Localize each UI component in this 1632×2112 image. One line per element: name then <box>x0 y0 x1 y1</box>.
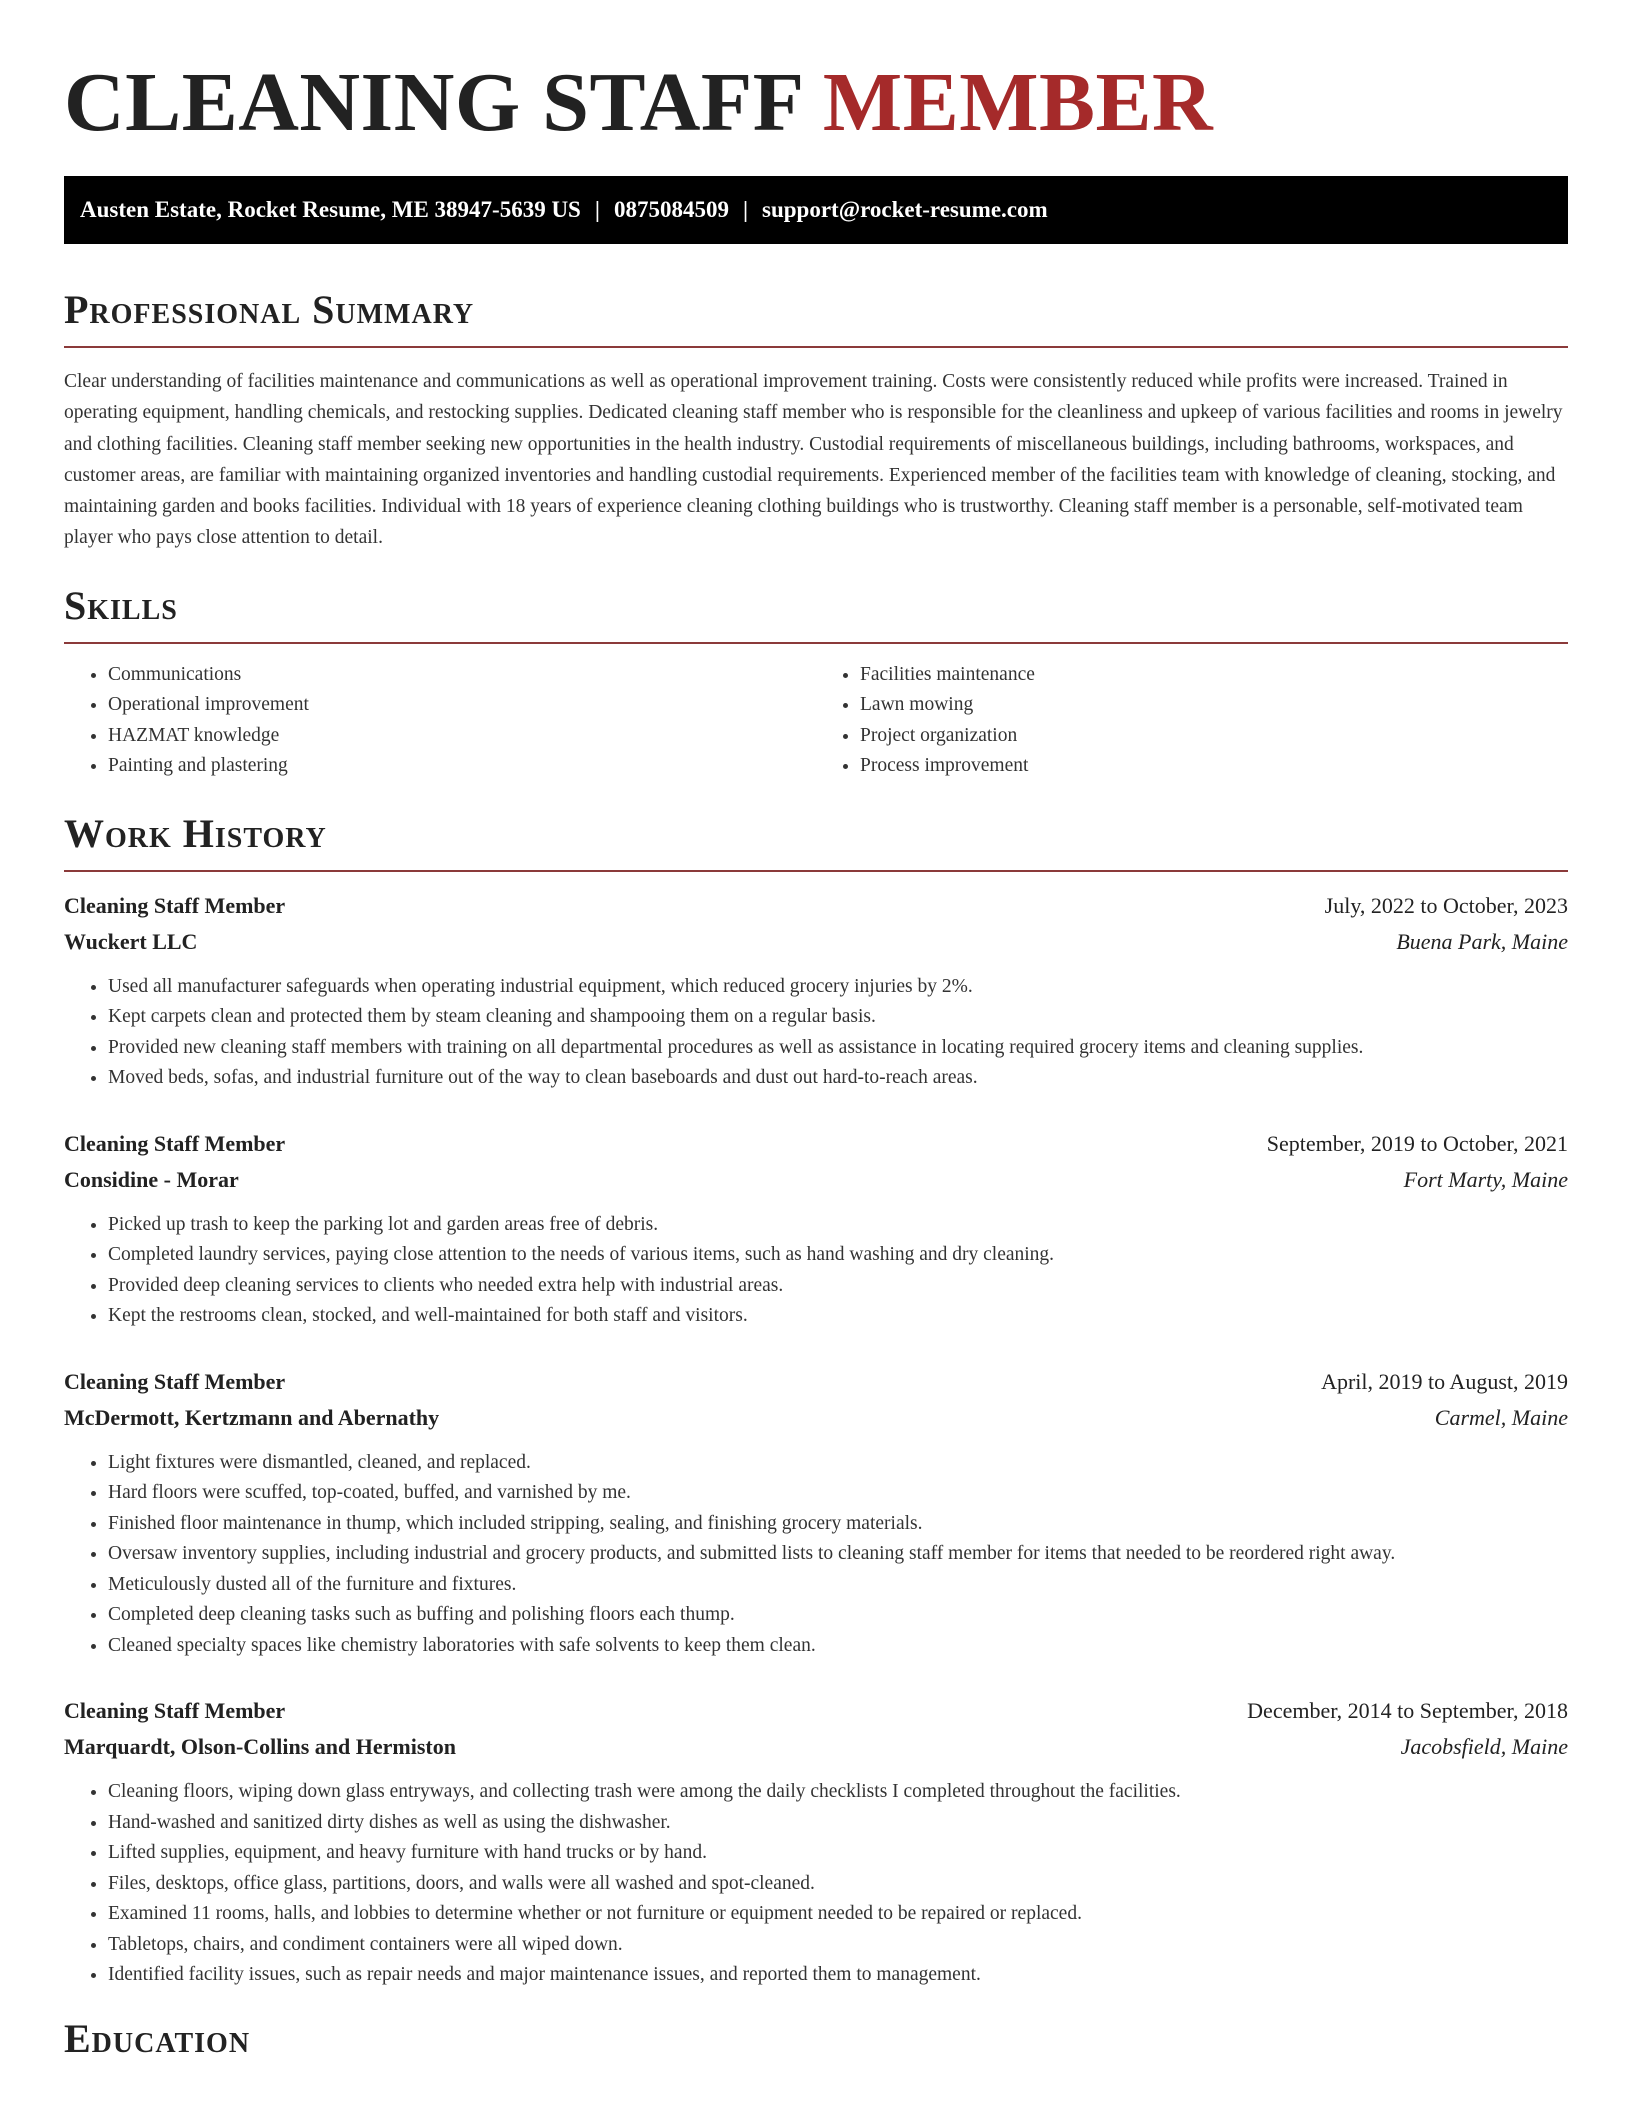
job-bullet: • Light fixtures were dismantled, cleaned, and replaced. <box>108 1448 1568 1479</box>
job-bullet: • Files, desktops, office glass, partitions, doors, and walls were all washed and spot-cleaned. <box>108 1869 1568 1900</box>
job-title: Cleaning Staff Member <box>64 1698 286 1724</box>
summary-heading: Professional Summary <box>64 287 475 332</box>
job-bullet: • Cleaned specialty spaces like chemistry laboratories with safe solvents to keep them clean. <box>108 1631 1568 1662</box>
job-bullet: • Used all manufacturer safeguards when operating industrial equipment, which reduced grocery injuries by 2%. <box>108 972 1568 1003</box>
job-location: Buena Park, Maine <box>1396 928 1568 954</box>
name-accent: MEMBER <box>822 56 1214 149</box>
resume-page <box>64 0 1568 2061</box>
job-entry <box>64 1693 1568 1991</box>
job-dates: December, 2014 to September, 2018 <box>1247 1698 1568 1724</box>
job-bullet: • Moved beds, sofas, and industrial furniture out of the way to clean baseboards and dust out hard-to-reach areas. <box>108 1063 1568 1094</box>
job-bullet: • Hand-washed and sanitized dirty dishes as well as using the dishwasher. <box>108 1808 1568 1839</box>
job-bullet: • Completed laundry services, paying close attention to the needs of various items, such as hand washing and dry cleaning. <box>108 1240 1568 1271</box>
skill-item: • Painting and plastering <box>108 751 816 782</box>
skills-list <box>64 660 1568 782</box>
skill-item: • Lawn mowing <box>860 690 1568 721</box>
job-bullet: • Finished floor maintenance in thump, which included stripping, sealing, and finishing grocery materials. <box>108 1509 1568 1540</box>
skill-item: • Operational improvement <box>108 690 816 721</box>
contact-separator: | <box>742 197 749 222</box>
job-subheader <box>64 1729 1568 1765</box>
job-bullet: • Lifted supplies, equipment, and heavy furniture with hand trucks or by hand. <box>108 1838 1568 1869</box>
job-bullets <box>64 972 1568 1094</box>
section-divider <box>64 870 1568 872</box>
skill-item: • Project organization <box>860 721 1568 752</box>
job-header <box>64 888 1568 924</box>
job-dates: April, 2019 to August, 2019 <box>1321 1368 1568 1394</box>
job-bullet: • Identified facility issues, such as repair needs and major maintenance issues, and reported them to management. <box>108 1960 1568 1991</box>
job-header <box>64 1364 1568 1400</box>
job-title: Cleaning Staff Member <box>64 1368 286 1394</box>
skill-item: • Facilities maintenance <box>860 660 1568 691</box>
job-dates: September, 2019 to October, 2021 <box>1266 1130 1568 1156</box>
job-subheader <box>64 1162 1568 1198</box>
section-divider <box>64 346 1568 348</box>
candidate-name <box>64 58 1568 148</box>
job-location: Carmel, Maine <box>1434 1404 1568 1430</box>
job-company: McDermott, Kertzmann and Abernathy <box>64 1404 440 1430</box>
job-entry <box>64 888 1568 1094</box>
job-entry <box>64 1126 1568 1332</box>
contact-email[interactable]: support@rocket-resume.com <box>762 197 1048 222</box>
job-bullet: • Oversaw inventory supplies, including industrial and grocery products, and submitted lists to cleaning staff member for items that needed to be reordered right away. <box>108 1539 1568 1570</box>
job-bullet: • Examined 11 rooms, halls, and lobbies to determine whether or not furniture or equipment needed to be repaired or replaced. <box>108 1899 1568 1930</box>
skill-item: • Process improvement <box>860 751 1568 782</box>
job-bullet: • Picked up trash to keep the parking lot and garden areas free of debris. <box>108 1210 1568 1241</box>
job-bullet: • Kept carpets clean and protected them by steam cleaning and shampooing them on a regular basis. <box>108 1002 1568 1033</box>
job-bullet: • Tabletops, chairs, and condiment containers were all wiped down. <box>108 1930 1568 1961</box>
job-bullet: • Provided new cleaning staff members with training on all departmental procedures as well as assistance in locating required grocery items and cleaning supplies. <box>108 1033 1568 1064</box>
contact-separator: | <box>594 197 600 222</box>
job-company: Considine - Morar <box>64 1166 239 1192</box>
job-bullets <box>64 1448 1568 1662</box>
name-primary: CLEANING STAFF <box>64 56 802 149</box>
job-bullet: • Meticulously dusted all of the furniture and fixtures. <box>108 1570 1568 1601</box>
skills-heading: Skills <box>64 582 178 628</box>
job-title: Cleaning Staff Member <box>64 1130 286 1156</box>
job-location: Jacobsfield, Maine <box>1400 1734 1568 1760</box>
skills-column-right <box>816 660 1568 782</box>
job-subheader <box>64 924 1568 960</box>
job-bullet: • Completed deep cleaning tasks such as buffing and polishing floors each thump. <box>108 1600 1568 1631</box>
job-subheader <box>64 1400 1568 1436</box>
job-bullet: • Provided deep cleaning services to clients who needed extra help with industrial areas. <box>108 1271 1568 1302</box>
job-company: Wuckert LLC <box>64 928 198 954</box>
contact-bar <box>64 176 1568 244</box>
contact-address: Austen Estate, Rocket Resume, ME 38947-5639 US <box>80 197 581 222</box>
section-divider <box>64 642 1568 644</box>
job-dates: July, 2022 to October, 2023 <box>1324 892 1568 918</box>
job-entry <box>64 1364 1568 1662</box>
skills-column-left <box>64 660 816 782</box>
job-title: Cleaning Staff Member <box>64 892 286 918</box>
contact-phone[interactable]: 0875084509 <box>613 197 729 222</box>
job-bullets <box>64 1777 1568 1991</box>
skill-item: • HAZMAT knowledge <box>108 721 816 752</box>
job-company: Marquardt, Olson-Collins and Hermiston <box>64 1734 456 1760</box>
job-bullets <box>64 1210 1568 1332</box>
job-bullet: • Cleaning floors, wiping down glass entryways, and collecting trash were among the daily checklists I completed throughout the facilities. <box>108 1777 1568 1808</box>
education-heading: Education <box>64 2015 251 2061</box>
summary-text: Clear understanding of facilities maintenance and communications as well as operational improvement training. Costs were consistently reduced while profits were increased. Trained in operating equipment, handling chemicals, and restocking supplies. Dedicated cleaning staff member who is responsible for the cleanliness and upkeep of various facilities and rooms in jewelry and clothing facilities. Cleaning staff member seeking new opportunities in the health industry. Custodial requirements of miscellaneous buildings, including bathrooms, workspaces, and customer areas, are familiar with maintaining organized inventories and handling custodial requirements. Experienced member of the facilities team with knowledge of cleaning, stocking, and maintaining garden and books facilities. Individual with 18 years of experience cleaning clothing buildings who is trustworthy. Cleaning staff member is a personable, self-motivated team player who pays close attention to detail. <box>64 371 1563 549</box>
work-history-heading: Work History <box>64 810 327 856</box>
job-header <box>64 1693 1568 1729</box>
job-header <box>64 1126 1568 1162</box>
job-bullet: • Hard floors were scuffed, top-coated, buffed, and varnished by me. <box>108 1478 1568 1509</box>
skill-item: • Communications <box>108 660 816 691</box>
job-bullet: • Kept the restrooms clean, stocked, and well-maintained for both staff and visitors. <box>108 1301 1568 1332</box>
job-location: Fort Marty, Maine <box>1403 1166 1568 1192</box>
